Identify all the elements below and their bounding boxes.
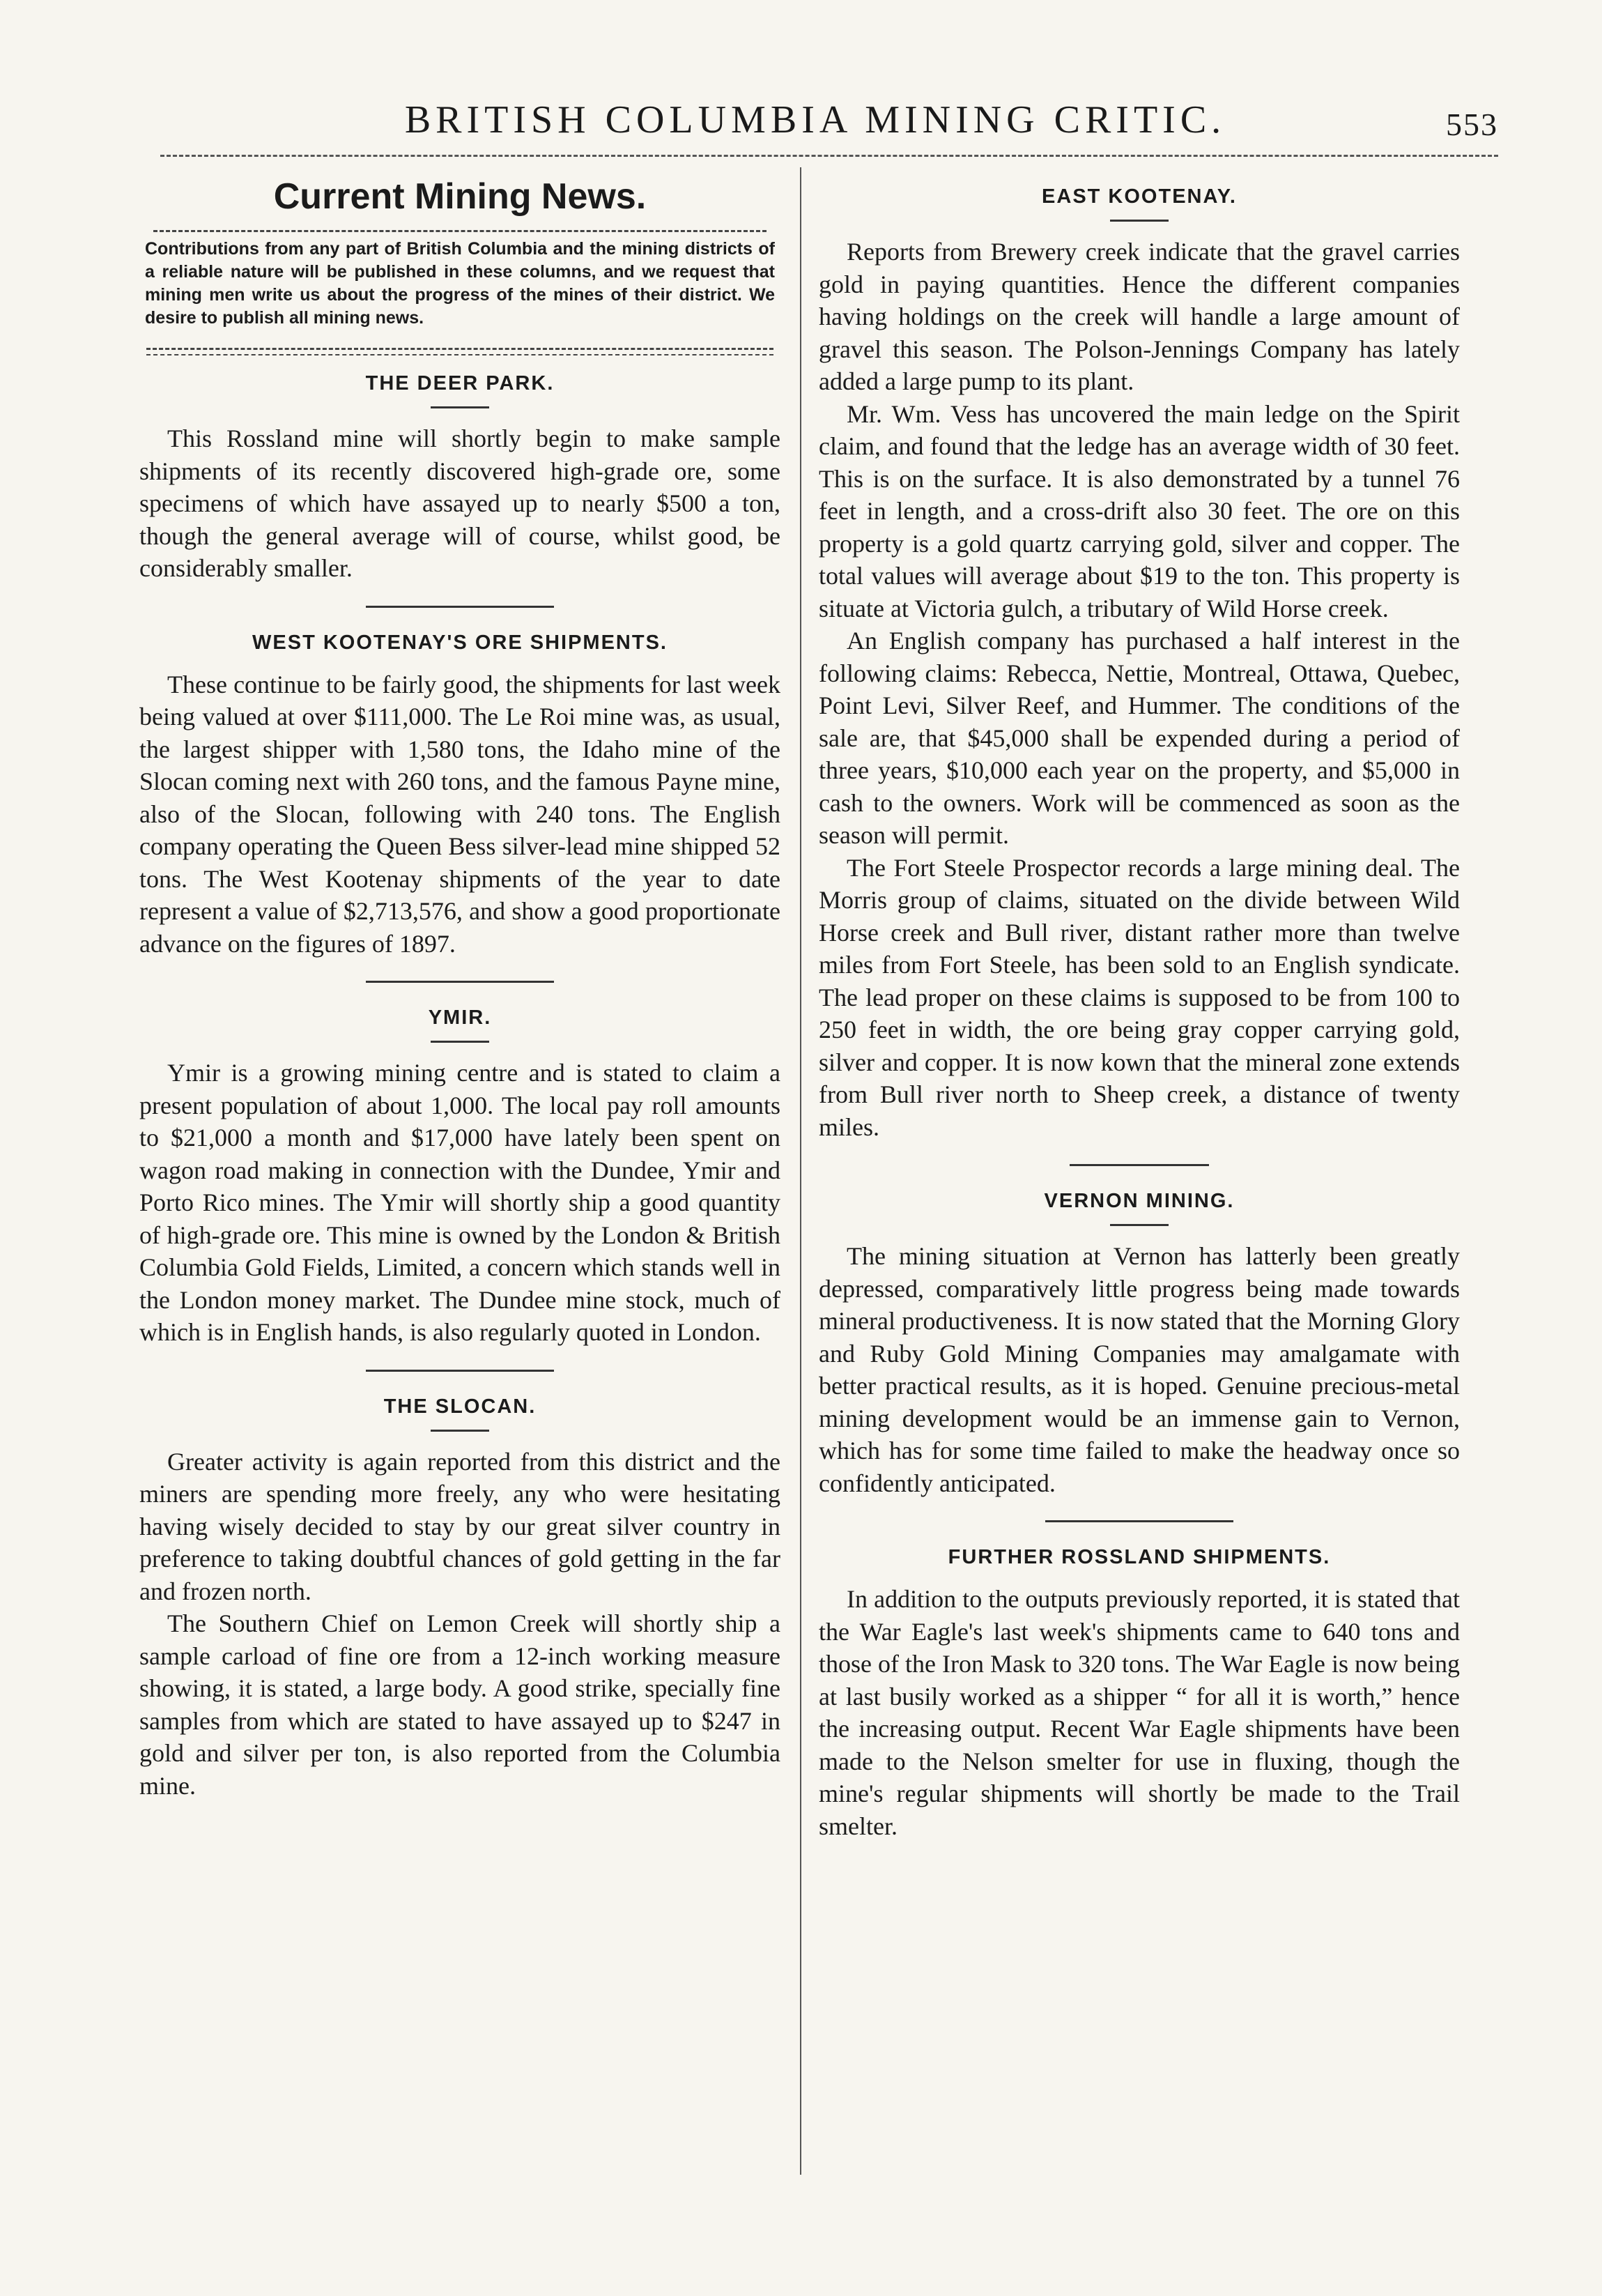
- running-title: BRITISH COLUMBIA MINING CRITIC.: [404, 98, 1226, 141]
- heading-deer-park: THE DEER PARK.: [365, 372, 555, 395]
- intro-note: Contributions from any part of British Columbia and the mining districts of a reliable nature will be published in these columns, and we request that mining men write us about the progress of the mines of their district. We desire to publish all mining news.: [145, 239, 775, 328]
- header-rule: [160, 155, 1498, 157]
- paragraph: The Southern Chief on Lemon Creek will shortly ship a sample carload of fine ore from a 12-inch working measure showing, it is stated, a large body. A good strike, specially fine samples from which are stated to have assayed up to $247 in gold and silver per ton, is also reported from the Columbia mine.: [139, 1609, 780, 1800]
- heading-east-kootenay: EAST KOOTENAY.: [1042, 185, 1237, 208]
- column-divider: [800, 167, 801, 2175]
- page-title: Current Mining News.: [273, 176, 647, 217]
- heading-underline: [1110, 1224, 1169, 1226]
- paragraph: Mr. Wm. Vess has uncovered the main ledge on the Spirit claim, and found that the ledge has an average width of 30 feet. This is on the surface. It is also demonstrated by a tunnel 76 feet in length, and a cross-drift also 30 feet. The ore on this property is a gold quartz carrying gold, silver and copper. The total values will average about $19 to the ton. This property is situate at Victoria gulch, a tributary of Wild Horse creek.: [819, 399, 1460, 622]
- paragraph: The mining situation at Vernon has latterly been greatly depressed, comparatively little progress being made towards mineral productiveness. It is now stated that the Morning Glory and Ruby Gold Mining Companies may amalgamate with better practical results, as it is hoped. Genuine precious-metal mining development would be an immense gain to Vernon, which has for some time failed to make the headway once so confidently anticipated.: [819, 1242, 1460, 1497]
- section-divider: [1045, 1520, 1233, 1522]
- heading-west-kootenay: WEST KOOTENAY'S ORE SHIPMENTS.: [252, 631, 668, 654]
- paragraph: Ymir is a growing mining centre and is stated to claim a present population of about 1,000. The local pay roll amounts to $21,000 a month and $17,000 have lately been spent on wagon road making in connection with the Dundee, Ymir and Porto Rico mines. The Ymir will shortly ship a good quantity of high-grade ore. This mine is owned by the London & British Columbia Gold Fields, Limited, a concern which stands well in the London money market. The Dundee mine stock, much of which is in English hands, is also regularly quoted in London.: [139, 1059, 780, 1346]
- paragraph: Reports from Brewery creek indicate that the gravel carries gold in paying quantities. Hence the different companies having holdings on the creek will handle a large amount of gravel this season. The Polson-Jennings Company has lately added a large pump to its plant.: [819, 238, 1460, 395]
- heading-underline: [431, 1041, 489, 1043]
- heading-underline: [1110, 220, 1169, 222]
- heading-slocan: THE SLOCAN.: [383, 1395, 537, 1418]
- running-head: [160, 98, 1498, 160]
- paragraph: An English company has purchased a half interest in the following claims: Rebecca, Nettie, Montreal, Ottawa, Quebec, Point Levi, Silver Reef, and Hummer. The conditions of the sale are, that $45,000 shall be expended during a period of three years, $10,000 each year on the property, and $5,000 in cash to the owners. Work will be commenced as soon as the season will permit.: [819, 627, 1460, 849]
- page-number: 553: [1446, 107, 1498, 142]
- section-divider: [366, 981, 554, 983]
- paragraph: These continue to be fairly good, the shipments for last week being valued at over $111,000. The Le Roi mine was, as usual, the largest shipper with 1,580 tons, the Idaho mine of the Slocan coming next with 260 tons, and the famous Payne mine, also of the Slocan, following with 240 tons. The English company operating the Queen Bess silver-lead mine shipped 52 tons. The West Kootenay shipments of the year to date represent a value of $2,713,576, and show a good proportionate advance on the figures of 1897.: [139, 670, 780, 958]
- section-divider: [1070, 1164, 1209, 1166]
- heading-vernon: VERNON MINING.: [1044, 1190, 1235, 1212]
- heading-further-rossland: FURTHER ROSSLAND SHIPMENTS.: [948, 1546, 1331, 1568]
- intro-rule: [153, 230, 767, 232]
- paragraph: Greater activity is again reported from this district and the miners are spending more freely, any who were hesitating having wisely decided to stay by our great silver country in preference to taking doubtful chances of gold getting in the far and frozen north.: [139, 1447, 780, 1605]
- paragraph: In addition to the outputs previously reported, it is stated that the War Eagle's last week's shipments came to 640 tons and those of the Iron Mask to 320 tons. The War Eagle is now being at last busily worked as a shipper “ for all it is worth,” hence the increasing output. Recent War Eagle shipments have been made to the Nelson smelter for use in fluxing, though the mine's regular shipments will shortly be made to the Trail smelter.: [819, 1585, 1460, 1840]
- heading-underline: [431, 1430, 489, 1432]
- section-divider: [366, 606, 554, 608]
- paragraph: The Fort Steele Prospector records a large mining deal. The Morris group of claims, situated on the divide between Wild Horse creek and Bull river, distant rather more than twelve miles from Fort Steele, has been sold to an English syndicate. The lead proper on these claims is supposed to be from 100 to 250 feet in width, the ore being gray copper carrying gold, silver and copper. It is now kown that the mineral zone extends from Bull river north to Sheep creek, a distance of twenty miles.: [819, 853, 1460, 1141]
- section-divider: [146, 348, 773, 355]
- paragraph: This Rossland mine will shortly begin to make sample shipments of its recently discovered high-grade ore, some specimens of which have assayed up to nearly $500 a ton, though the general average will of course, whilst good, be considerably smaller.: [139, 424, 780, 582]
- heading-underline: [431, 406, 489, 408]
- section-divider: [366, 1370, 554, 1372]
- right-column: [819, 164, 1460, 1842]
- heading-ymir: YMIR.: [428, 1007, 492, 1029]
- left-column: [139, 164, 780, 1802]
